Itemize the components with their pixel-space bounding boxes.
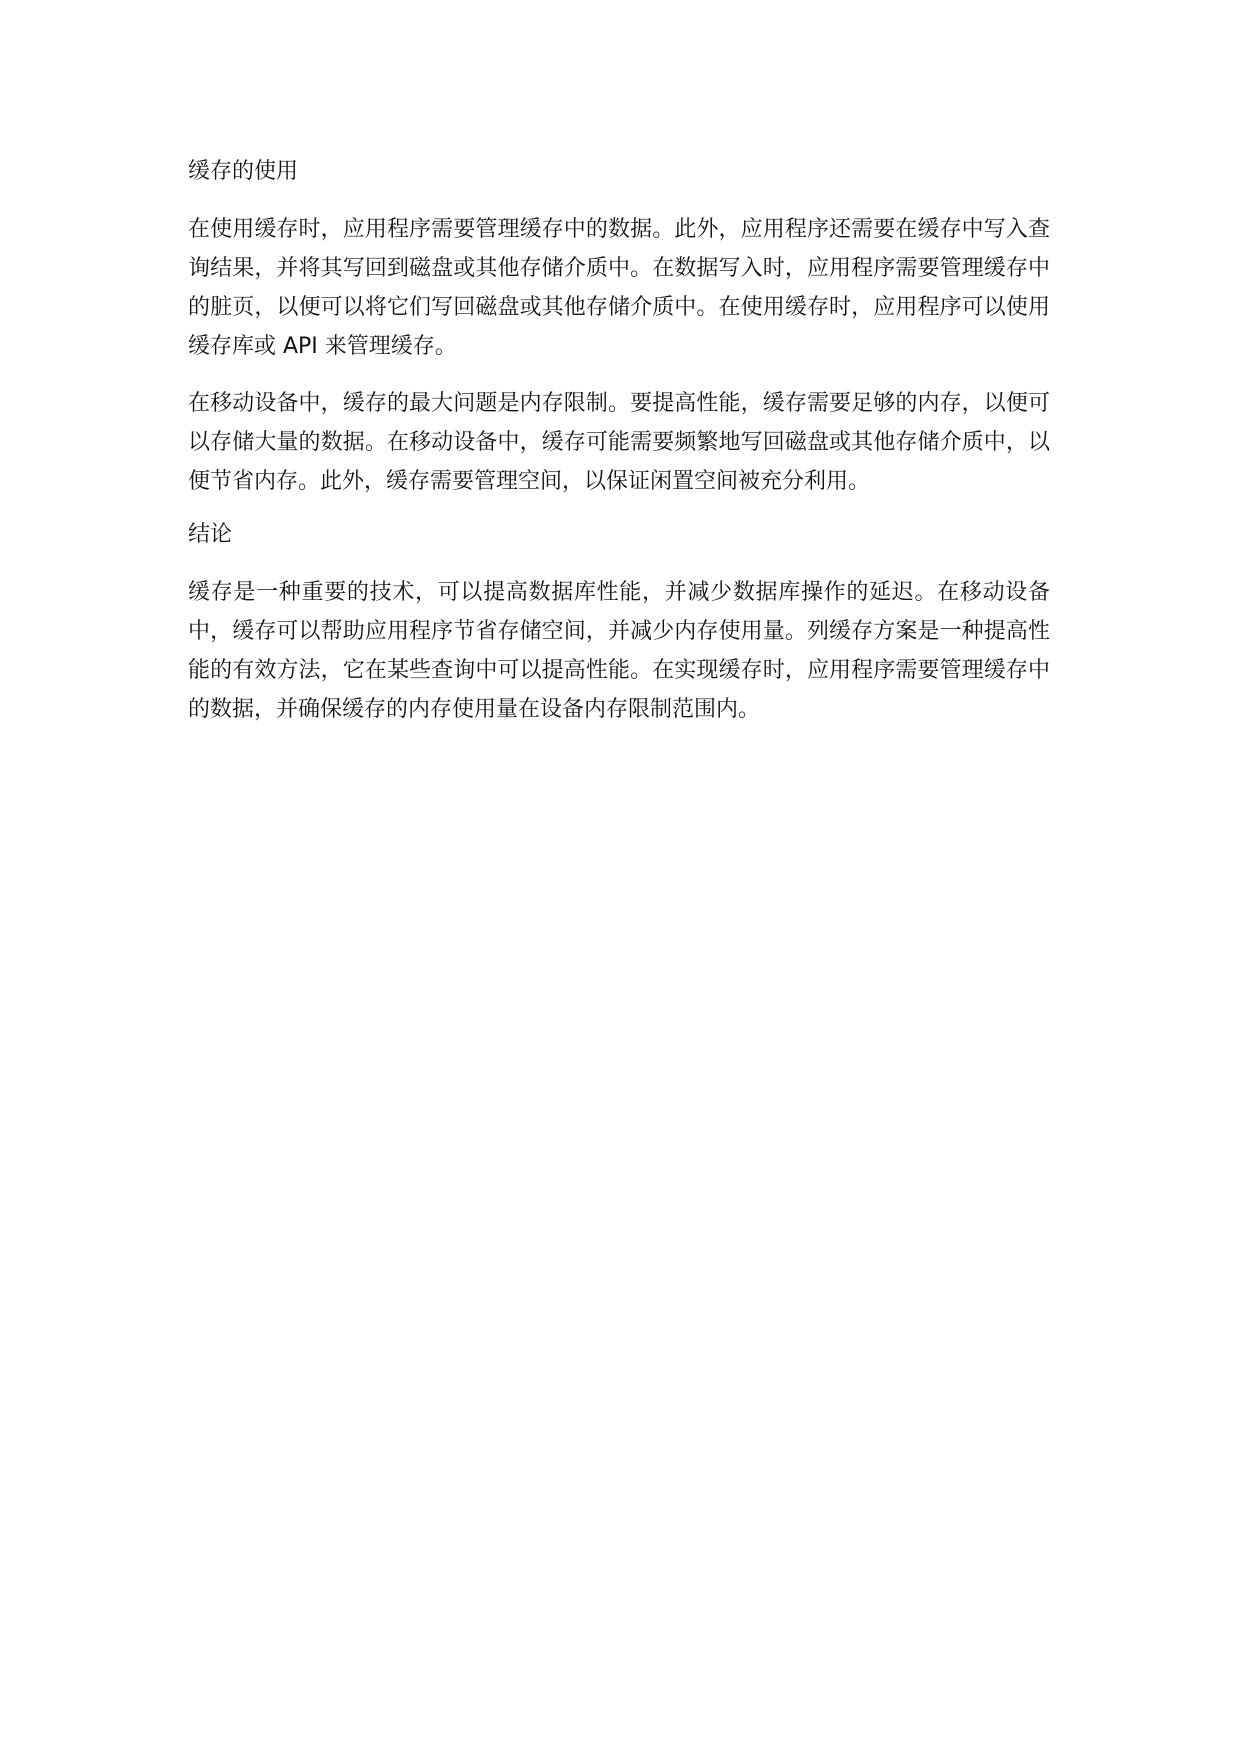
section-heading-conclusion: 结论 [188, 522, 233, 547]
paragraph-conclusion: 缓存是一种重要的技术，可以提高数据库性能，并减少数据库操作的延迟。在移动设备中，缓存可以帮助应用程序节省存储空间，并减少内存使用量。列缓存方案是一种提高性能的有效方法，它在某些查询中可以提高性能。在实现缓存时，应用程序需要管理缓存中的数据，并确保缓存的内存使用量在设备内存限制范围内。 [188, 580, 1050, 722]
document-body [188, 156, 1050, 747]
section-heading-cache-usage: 缓存的使用 [188, 159, 299, 184]
paragraph-cache-management: 在使用缓存时，应用程序需要管理缓存中的数据。此外，应用程序还需要在缓存中写入查询结果，并将其写回到磁盘或其他存储介质中。在数据写入时，应用程序需要管理缓存中的脏页，以便可以将它们写回磁盘或其他存储介质中。在使用缓存时，应用程序可以使用缓存库或 API 来管理缓存。 [188, 217, 1050, 359]
paragraph-mobile-memory: 在移动设备中，缓存的最大问题是内存限制。要提高性能，缓存需要足够的内存，以便可以存储大量的数据。在移动设备中，缓存可能需要频繁地写回磁盘或其他存储介质中，以便节省内存。此外，缓存需要管理空间，以保证闲置空间被充分利用。 [188, 391, 1050, 494]
